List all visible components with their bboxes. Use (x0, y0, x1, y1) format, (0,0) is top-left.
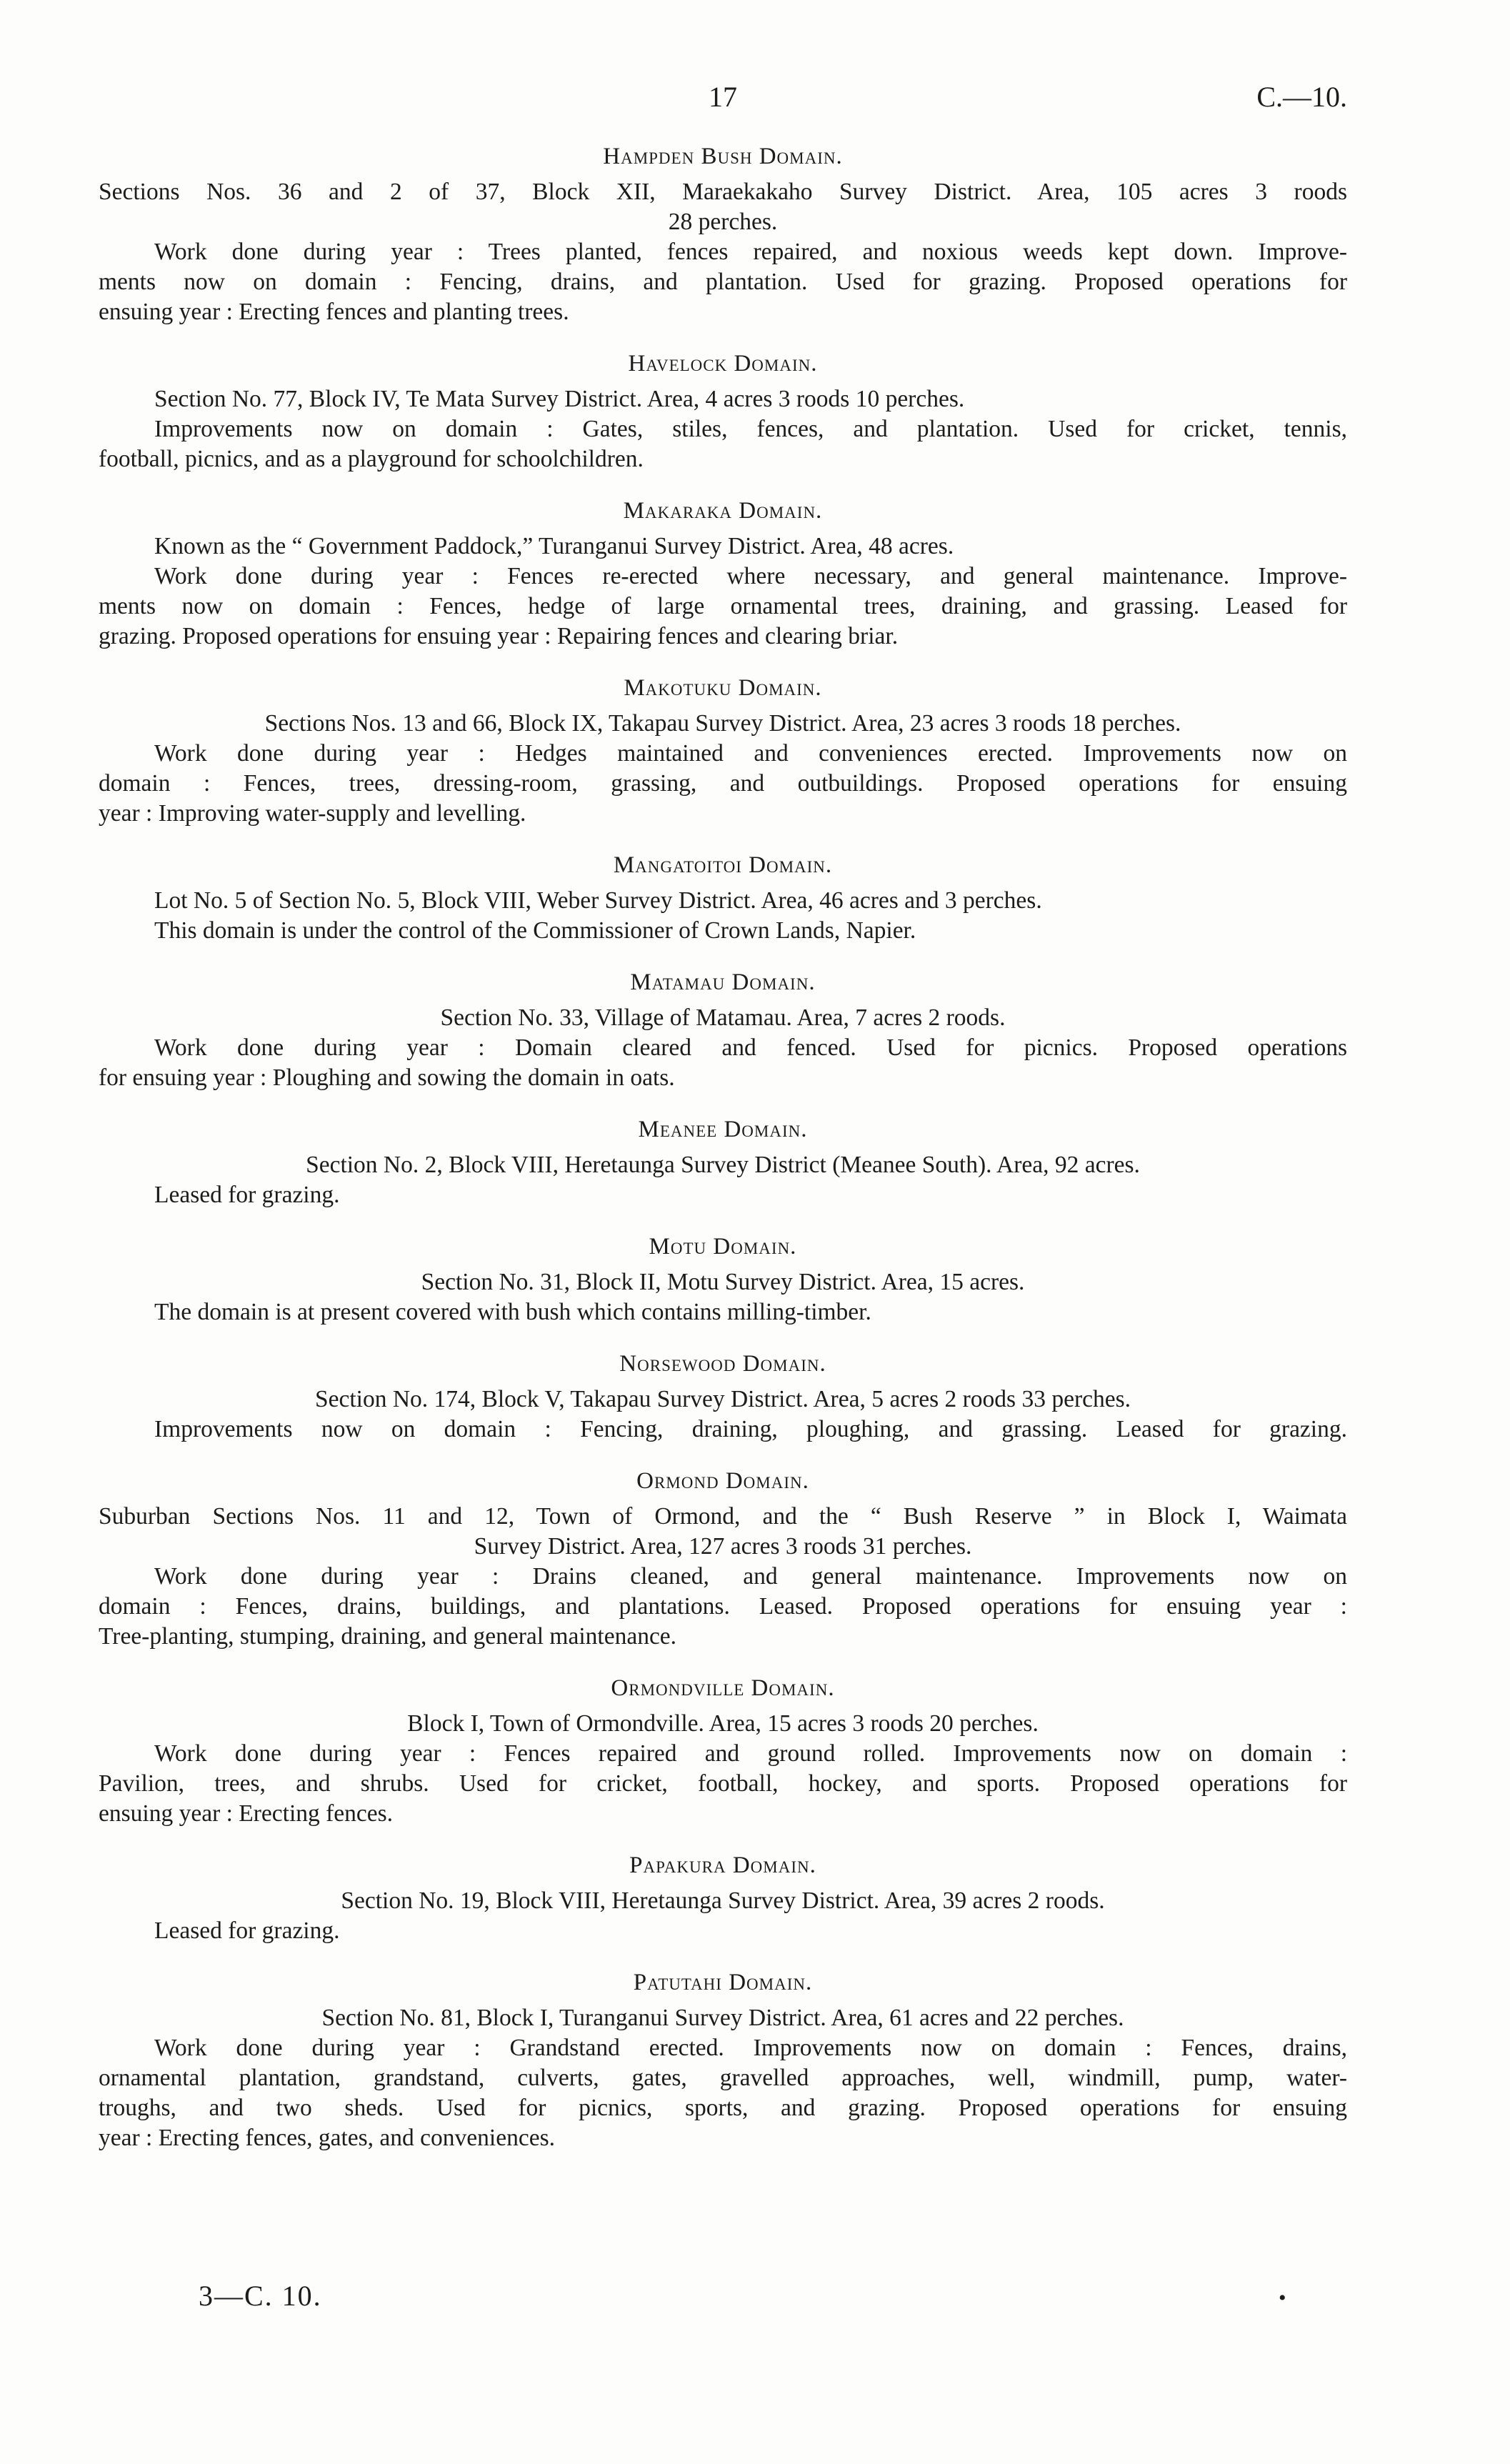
text-line: Pavilion, trees, and shrubs. Used for cricket, football, hockey, and sports. Proposed operations for (99, 1770, 1347, 1797)
domain-title: Hampden Bush Domain. (603, 144, 843, 169)
text-line: Section No. 19, Block VIII, Heretaunga Survey District. Area, 39 acres 2 roods. (341, 1887, 1105, 1914)
domain-title: Ormond Domain. (636, 1468, 809, 1494)
text-line: Lot No. 5 of Section No. 5, Block VIII, Weber Survey District. Area, 46 acres and 3 perches. (154, 887, 1042, 914)
text-line: for ensuing year : Ploughing and sowing the domain in oats. (99, 1064, 675, 1091)
text-line: Improvements now on domain : Gates, stiles, fences, and plantation. Used for cricket, tennis, (154, 416, 1347, 442)
domain-title: Norsewood Domain. (619, 1351, 826, 1377)
text-line: Tree-planting, stumping, draining, and general maintenance. (99, 1623, 677, 1650)
document-code: C.—10. (1256, 81, 1347, 113)
text-line: football, picnics, and as a playground for schoolchildren. (99, 446, 644, 472)
text-line: Survey District. Area, 127 acres 3 roods 31 perches. (474, 1533, 972, 1560)
text-line: Work done during year : Domain cleared and fenced. Used for picnics. Proposed operations (154, 1034, 1347, 1061)
text-line: The domain is at present covered with bush which contains milling-timber. (154, 1299, 871, 1325)
text-line: Work done during year : Fences repaired and ground rolled. Improvements now on domain : (154, 1740, 1347, 1767)
domain-section (99, 673, 1347, 829)
text-line: Suburban Sections Nos. 11 and 12, Town of Ormond, and the “ Bush Reserve ” in Block I, Waimata (99, 1503, 1347, 1530)
domain-section (99, 349, 1347, 474)
domain-section (99, 967, 1347, 1093)
text-line: 28 perches. (668, 209, 778, 235)
domain-title: Ormondville Domain. (611, 1675, 835, 1701)
text-line: troughs, and two sheds. Used for picnics, sports, and grazing. Proposed operations for ensuing (99, 2095, 1347, 2121)
domain-title: Makotuku Domain. (624, 675, 822, 701)
printer-signature: 3—C. 10. (199, 2280, 322, 2312)
domain-section (99, 141, 1347, 327)
text-line: ensuing year : Erecting fences and planting trees. (99, 299, 569, 325)
text-line: Work done during year : Drains cleaned, and general maintenance. Improvements now on (154, 1563, 1347, 1590)
text-line: ensuing year : Erecting fences. (99, 1800, 394, 1827)
domain-section (99, 1114, 1347, 1210)
text-line: Block I, Town of Ormondville. Area, 15 acres 3 roods 20 perches. (407, 1710, 1039, 1737)
document-body (99, 141, 1347, 2175)
text-line: domain : Fences, drains, buildings, and plantations. Leased. Proposed operations for ensuing year : (99, 1593, 1347, 1620)
domain-section (99, 850, 1347, 946)
text-line: Sections Nos. 13 and 66, Block IX, Takapau Survey District. Area, 23 acres 3 roods 18 perches. (264, 710, 1181, 737)
text-line: Section No. 33, Village of Matamau. Area, 7 acres 2 roods. (440, 1004, 1006, 1031)
text-line: Section No. 174, Block V, Takapau Survey District. Area, 5 acres 2 roods 33 perches. (314, 1386, 1131, 1412)
text-line: ornamental plantation, grandstand, culverts, gates, gravelled approaches, well, windmill, pump, water- (99, 2065, 1347, 2091)
text-line: year : Improving water-supply and levelling. (99, 800, 526, 827)
domain-title: Motu Domain. (649, 1234, 797, 1260)
text-line: Improvements now on domain : Fencing, draining, ploughing, and grassing. Leased for grazing. (154, 1416, 1347, 1442)
domain-title: Meanee Domain. (638, 1117, 808, 1142)
text-line: grazing. Proposed operations for ensuing year : Repairing fences and clearing briar. (99, 623, 899, 649)
text-line: Work done during year : Hedges maintained and conveniences erected. Improvements now on (154, 740, 1347, 767)
text-line: Leased for grazing. (154, 1917, 340, 1944)
domain-title: Havelock Domain. (628, 351, 818, 376)
domain-section (99, 496, 1347, 652)
text-line: Work done during year : Trees planted, fences repaired, and noxious weeds kept down. Improve- (154, 239, 1347, 265)
text-line: ments now on domain : Fencing, drains, and plantation. Used for grazing. Proposed operations for (99, 269, 1347, 295)
domain-section (99, 1673, 1347, 1829)
domain-title: Mangatoitoi Domain. (613, 852, 833, 878)
printer-mark: • (1279, 2286, 1286, 2310)
domain-title: Papakura Domain. (629, 1852, 816, 1878)
text-line: Sections Nos. 36 and 2 of 37, Block XII, Maraekakaho Survey District. Area, 105 acres 3 roods (99, 179, 1347, 205)
domain-section (99, 1967, 1347, 2153)
domain-section (99, 1349, 1347, 1445)
text-line: Leased for grazing. (154, 1182, 340, 1208)
text-line: Section No. 31, Block II, Motu Survey District. Area, 15 acres. (421, 1269, 1025, 1295)
domain-title: Matamau Domain. (630, 969, 816, 995)
text-line: Section No. 77, Block IV, Te Mata Survey District. Area, 4 acres 3 roods 10 perches. (154, 386, 965, 412)
domain-title: Patutahi Domain. (633, 1970, 813, 1995)
domain-section (99, 1232, 1347, 1327)
domain-section (99, 1850, 1347, 1946)
domain-section (99, 1466, 1347, 1652)
page-number: 17 (709, 81, 737, 113)
text-line: This domain is under the control of the Commissioner of Crown Lands, Napier. (154, 917, 916, 944)
text-line: domain : Fences, trees, dressing-room, grassing, and outbuildings. Proposed operations for ensuing (99, 770, 1347, 797)
domain-title: Makaraka Domain. (623, 498, 823, 524)
text-line: Work done during year : Grandstand erected. Improvements now on domain : Fences, drains, (154, 2035, 1347, 2061)
text-line: Section No. 81, Block I, Turanganui Survey District. Area, 61 acres and 22 perches. (321, 2005, 1124, 2031)
text-line: Work done during year : Fences re-erected where necessary, and general maintenance. Improve- (154, 563, 1347, 589)
text-line: Known as the “ Government Paddock,” Turanganui Survey District. Area, 48 acres. (154, 533, 954, 559)
text-line: year : Erecting fences, gates, and conveniences. (99, 2125, 555, 2151)
page-header (99, 80, 1347, 123)
text-line: Section No. 2, Block VIII, Heretaunga Survey District (Meanee South). Area, 92 acres. (306, 1152, 1140, 1178)
text-line: ments now on domain : Fences, hedge of large ornamental trees, draining, and grassing. Leased for (99, 593, 1347, 619)
